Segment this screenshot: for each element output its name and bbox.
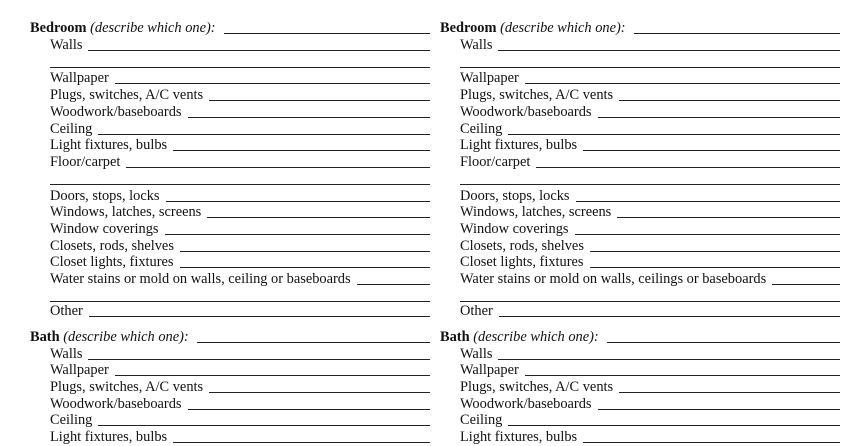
bedroom-left-wallpaper-row xyxy=(30,70,430,87)
bedroom-right-plugs-field[interactable] xyxy=(619,100,840,101)
bedroom-right-light-row xyxy=(440,137,840,154)
bath-right-plugs-field[interactable] xyxy=(619,392,840,393)
bedroom-left-water-label: Water stains or mold on walls, ceiling or baseboards xyxy=(50,271,351,287)
bedroom-right-other-field[interactable] xyxy=(499,316,840,317)
bedroom-left-other-label: Other xyxy=(50,303,83,319)
bath-left-heading-row xyxy=(30,329,430,346)
bath-left-light-field[interactable] xyxy=(173,442,430,443)
bedroom-right-light-label: Light fixtures, bulbs xyxy=(460,137,578,153)
bedroom-right-coverings-field[interactable] xyxy=(575,234,840,235)
bath-right-wallpaper-label: Wallpaper xyxy=(460,362,519,378)
bedroom-left-floor-label: Floor/carpet xyxy=(50,154,121,170)
bedroom-right-light-field[interactable] xyxy=(583,150,840,151)
bedroom-right-wallpaper-field[interactable] xyxy=(525,83,840,84)
bedroom-right-coverings-label: Window coverings xyxy=(460,221,569,237)
bedroom-right-floor-extra-row xyxy=(440,171,840,188)
bath-left-heading xyxy=(30,329,197,346)
bath-left-wallpaper-field[interactable] xyxy=(115,375,430,376)
bedroom-right-woodwork-row xyxy=(440,104,840,121)
bedroom-right-walls-extra-field[interactable] xyxy=(460,67,840,68)
bedroom-right-water-row xyxy=(440,271,840,288)
bedroom-right-title: Bedroom xyxy=(440,20,497,36)
bath-right-plugs-label: Plugs, switches, A/C vents xyxy=(460,379,614,395)
bath-left-walls-row xyxy=(30,346,430,363)
bath-right-ceiling-row xyxy=(440,412,840,429)
bath-left-ceiling-row xyxy=(30,412,430,429)
bedroom-left-closet-lights-row xyxy=(30,254,430,271)
bedroom-left-floor-extra-field[interactable] xyxy=(50,184,430,185)
bath-right-heading-row xyxy=(440,329,840,346)
bedroom-left-woodwork-row xyxy=(30,104,430,121)
bedroom-right-walls-label: Walls xyxy=(460,37,493,53)
bedroom-left-heading xyxy=(30,20,224,37)
bedroom-right-plugs-row xyxy=(440,87,840,104)
bath-right-woodwork-row xyxy=(440,396,840,413)
bedroom-right-floor-field[interactable] xyxy=(536,167,840,168)
bath-left-wallpaper-label: Wallpaper xyxy=(50,362,109,378)
bedroom-left-windows-label: Windows, latches, screens xyxy=(50,204,202,220)
bedroom-left-water-extra-field[interactable] xyxy=(50,301,430,302)
bedroom-right-woodwork-label: Woodwork/baseboards xyxy=(460,104,592,120)
bedroom-left-closet-lights-field[interactable] xyxy=(180,267,430,268)
bath-right-name-field[interactable] xyxy=(607,342,840,343)
bedroom-right-other-row xyxy=(440,303,840,320)
bedroom-right-wallpaper-row xyxy=(440,70,840,87)
bedroom-left-floor-extra-row xyxy=(30,171,430,188)
bedroom-right-other-label: Other xyxy=(460,303,493,319)
bedroom-right-heading-row xyxy=(440,20,840,37)
bedroom-left-woodwork-label: Woodwork/baseboards xyxy=(50,104,182,120)
bedroom-left-closets-field[interactable] xyxy=(180,251,430,252)
bath-left-subtitle: (describe which one): xyxy=(63,329,189,345)
bedroom-left-coverings-label: Window coverings xyxy=(50,221,159,237)
bedroom-left-ceiling-field[interactable] xyxy=(98,134,430,135)
bedroom-right-walls-field[interactable] xyxy=(498,50,840,51)
bedroom-left-woodwork-field[interactable] xyxy=(188,117,430,118)
bedroom-right-windows-field[interactable] xyxy=(617,217,840,218)
bath-left-walls-field[interactable] xyxy=(88,359,430,360)
bedroom-left-subtitle: (describe which one): xyxy=(90,20,216,36)
bath-left-walls-label: Walls xyxy=(50,346,83,362)
bedroom-left-light-label: Light fixtures, bulbs xyxy=(50,137,168,153)
bath-right-wallpaper-row xyxy=(440,362,840,379)
bedroom-left-walls-row xyxy=(30,37,430,54)
bath-left-title: Bath xyxy=(30,329,60,345)
bedroom-right-closet-lights-label: Closet lights, fixtures xyxy=(460,254,584,270)
bedroom-left-ceiling-label: Ceiling xyxy=(50,121,93,137)
bath-right-light-row xyxy=(440,429,840,446)
bedroom-left-floor-row xyxy=(30,154,430,171)
bedroom-right-doors-row xyxy=(440,188,840,205)
bedroom-left-closets-label: Closets, rods, shelves xyxy=(50,238,174,254)
bedroom-right-windows-row xyxy=(440,204,840,221)
bedroom-left-closets-row xyxy=(30,238,430,255)
bedroom-left-windows-row xyxy=(30,204,430,221)
bedroom-right-plugs-label: Plugs, switches, A/C vents xyxy=(460,87,614,103)
bath-right-woodwork-label: Woodwork/baseboards xyxy=(460,396,592,412)
bedroom-right-subtitle: (describe which one): xyxy=(500,20,626,36)
bedroom-right-water-field[interactable] xyxy=(772,284,840,285)
bath-left-plugs-field[interactable] xyxy=(209,392,430,393)
bedroom-left-coverings-field[interactable] xyxy=(165,234,430,235)
bedroom-right-water-label: Water stains or mold on walls, ceilings or baseboards xyxy=(460,271,767,287)
bedroom-left-ceiling-row xyxy=(30,121,430,138)
bath-right-walls-row xyxy=(440,346,840,363)
bedroom-right-doors-field[interactable] xyxy=(576,201,840,202)
bedroom-left-wallpaper-label: Wallpaper xyxy=(50,70,109,86)
bath-left-ceiling-label: Ceiling xyxy=(50,412,93,428)
bedroom-left-other-row xyxy=(30,303,430,320)
bath-right-woodwork-field[interactable] xyxy=(598,409,840,410)
bath-right-title: Bath xyxy=(440,329,470,345)
bedroom-right-doors-label: Doors, stops, locks xyxy=(460,188,570,204)
bedroom-left-water-row xyxy=(30,271,430,288)
bedroom-left-plugs-row xyxy=(30,87,430,104)
bath-left-ceiling-field[interactable] xyxy=(98,425,430,426)
bedroom-left-walls-label: Walls xyxy=(50,37,83,53)
bath-right-walls-label: Walls xyxy=(460,346,493,362)
bath-right-walls-field[interactable] xyxy=(498,359,840,360)
bedroom-right-closets-field[interactable] xyxy=(590,251,840,252)
bedroom-left-wallpaper-field[interactable] xyxy=(115,83,430,84)
bedroom-left-title: Bedroom xyxy=(30,20,87,36)
bath-right-heading xyxy=(440,329,607,346)
bedroom-left-plugs-label: Plugs, switches, A/C vents xyxy=(50,87,204,103)
bedroom-left-doors-label: Doors, stops, locks xyxy=(50,188,160,204)
bedroom-left-walls-extra-row xyxy=(30,54,430,71)
bedroom-left-water-field[interactable] xyxy=(357,284,430,285)
bedroom-right-floor-extra-field[interactable] xyxy=(460,184,840,185)
bedroom-right-ceiling-label: Ceiling xyxy=(460,121,503,137)
bedroom-right-ceiling-field[interactable] xyxy=(508,134,840,135)
bedroom-right-floor-label: Floor/carpet xyxy=(460,154,531,170)
bath-right-plugs-row xyxy=(440,379,840,396)
bedroom-left-floor-field[interactable] xyxy=(126,167,430,168)
bath-left-woodwork-label: Woodwork/baseboards xyxy=(50,396,182,412)
bath-right-ceiling-field[interactable] xyxy=(508,425,840,426)
bedroom-right-name-field[interactable] xyxy=(634,33,840,34)
bedroom-left-closet-lights-label: Closet lights, fixtures xyxy=(50,254,174,270)
bedroom-right-heading xyxy=(440,20,634,37)
bedroom-right-closet-lights-field[interactable] xyxy=(590,267,840,268)
bedroom-right-closets-label: Closets, rods, shelves xyxy=(460,238,584,254)
bath-right-ceiling-label: Ceiling xyxy=(460,412,503,428)
bath-left-light-label: Light fixtures, bulbs xyxy=(50,429,168,445)
bedroom-right-wallpaper-label: Wallpaper xyxy=(460,70,519,86)
bedroom-left-walls-field[interactable] xyxy=(88,50,430,51)
bedroom-right-walls-extra-row xyxy=(440,54,840,71)
bedroom-right-water-extra-field[interactable] xyxy=(460,301,840,302)
bath-left-wallpaper-row xyxy=(30,362,430,379)
bath-left-woodwork-field[interactable] xyxy=(188,409,430,410)
bath-left-name-field[interactable] xyxy=(197,342,430,343)
bath-right-light-label: Light fixtures, bulbs xyxy=(460,429,578,445)
bedroom-right-ceiling-row xyxy=(440,121,840,138)
bedroom-right-floor-row xyxy=(440,154,840,171)
bedroom-left-light-field[interactable] xyxy=(173,150,430,151)
bath-right-light-field[interactable] xyxy=(583,442,840,443)
bedroom-right-closets-row xyxy=(440,238,840,255)
bath-right-wallpaper-field[interactable] xyxy=(525,375,840,376)
bath-left-light-row xyxy=(30,429,430,446)
bedroom-left-doors-field[interactable] xyxy=(166,201,430,202)
bedroom-left-coverings-row xyxy=(30,221,430,238)
bedroom-right-coverings-row xyxy=(440,221,840,238)
bedroom-left-name-field[interactable] xyxy=(224,33,430,34)
bedroom-right-woodwork-field[interactable] xyxy=(598,117,840,118)
bedroom-left-other-field[interactable] xyxy=(89,316,430,317)
bath-left-woodwork-row xyxy=(30,396,430,413)
bedroom-right-walls-row xyxy=(440,37,840,54)
bedroom-left-plugs-field[interactable] xyxy=(209,100,430,101)
bedroom-right-windows-label: Windows, latches, screens xyxy=(460,204,612,220)
bath-left-plugs-label: Plugs, switches, A/C vents xyxy=(50,379,204,395)
bedroom-left-windows-field[interactable] xyxy=(207,217,430,218)
bedroom-left-doors-row xyxy=(30,188,430,205)
bath-right-subtitle: (describe which one): xyxy=(473,329,599,345)
bath-left-plugs-row xyxy=(30,379,430,396)
bedroom-left-light-row xyxy=(30,137,430,154)
bedroom-left-walls-extra-field[interactable] xyxy=(50,67,430,68)
bedroom-left-heading-row xyxy=(30,20,430,37)
bedroom-right-closet-lights-row xyxy=(440,254,840,271)
